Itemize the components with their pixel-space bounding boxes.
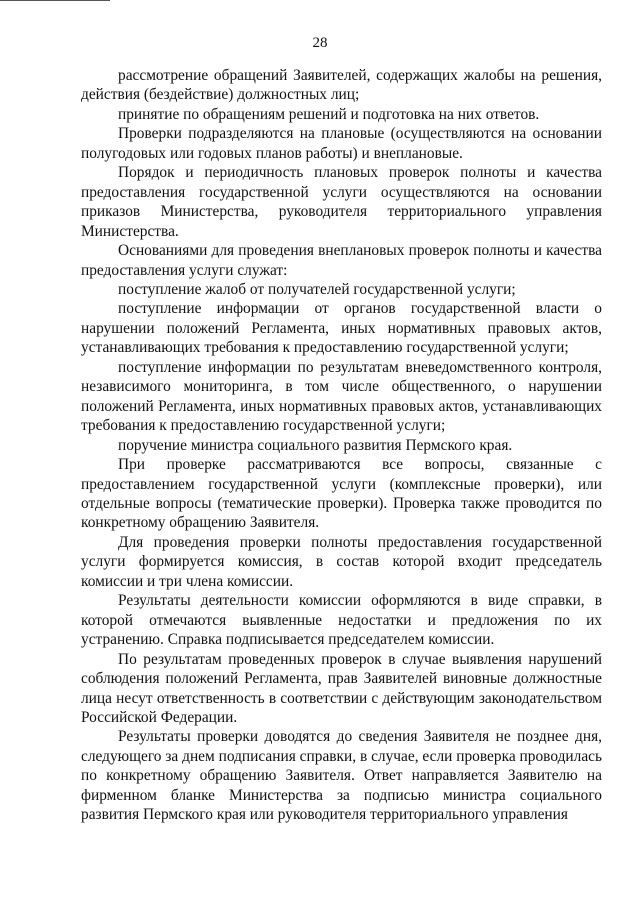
paragraph-4: Порядок и периодичность плановых проверок полноты и качества предоставления государственной услуги осуществляются на основании приказов Министерства, руководителя территориального управления Министерства. [81, 164, 602, 240]
top-edge-rule [0, 0, 110, 1]
paragraph-2: принятие по обращениям решений и подготовка на них ответов. [118, 105, 540, 123]
paragraph-11: Для проведения проверки полноты предоставления государственной услуги формируется комиссия, в состав которой входит председатель комиссии и три члена комиссии. [81, 533, 602, 590]
paragraph-1: рассмотрение обращений Заявителей, содержащих жалобы на решения, действия (бездействие) должностных лиц; [81, 67, 602, 104]
paragraph-7: поступление информации от органов государственной власти о нарушении положений Регламента, иных нормативных правовых актов, устанавливающих требования к предоставлению государственной услуги; [81, 300, 602, 357]
paragraph-14: Результаты проверки доводятся до сведения Заявителя не позднее дня, следующего за днем подписания справки, в случае, если проверка проводилась по конкретному обращению Заявителя. Ответ направляется Заявителю на фирменном бланке Министерства за подписью министра социального развития Пермского края или руководителя территориального управления [81, 728, 602, 824]
document-body [81, 66, 602, 825]
paragraph-9: поручение министра социального развития Пермского края. [118, 436, 513, 454]
paragraph-3: Проверки подразделяются на плановые (осуществляются на основании полугодовых или годовых планов работы) и внеплановые. [81, 125, 602, 162]
paragraph-10: При проверке рассматриваются все вопросы, связанные с предоставлением государственной услуги (комплексные проверки), или отдельные вопросы (тематические проверки). Проверка также проводится по конкретному обращению Заявителя. [81, 456, 602, 532]
paragraph-5: Основаниями для проведения внеплановых проверок полноты и качества предоставления услуги служат: [81, 242, 602, 279]
paragraph-12: Результаты деятельности комиссии оформляются в виде справки, в которой отмечаются выявленные недостатки и предложения по их устранению. Справка подписывается председателем комиссии. [81, 592, 602, 649]
paragraph-6: поступление жалоб от получателей государственной услуги; [118, 280, 516, 298]
page-number: 28 [312, 35, 328, 51]
paragraph-8: поступление информации по результатам вневедомственного контроля, независимого мониторинга, в том числе общественного, о нарушении положений Регламента, иных нормативных правовых актов, устанавливающих требования к предоставлению государственной услуги; [81, 358, 602, 435]
paragraph-13: По результатам проведенных проверок в случае выявления нарушений соблюдения положений Регламента, прав Заявителей виновные должностные лица несут ответственность в соответствии с действующим законодательством Российской Федерации. [81, 650, 602, 726]
